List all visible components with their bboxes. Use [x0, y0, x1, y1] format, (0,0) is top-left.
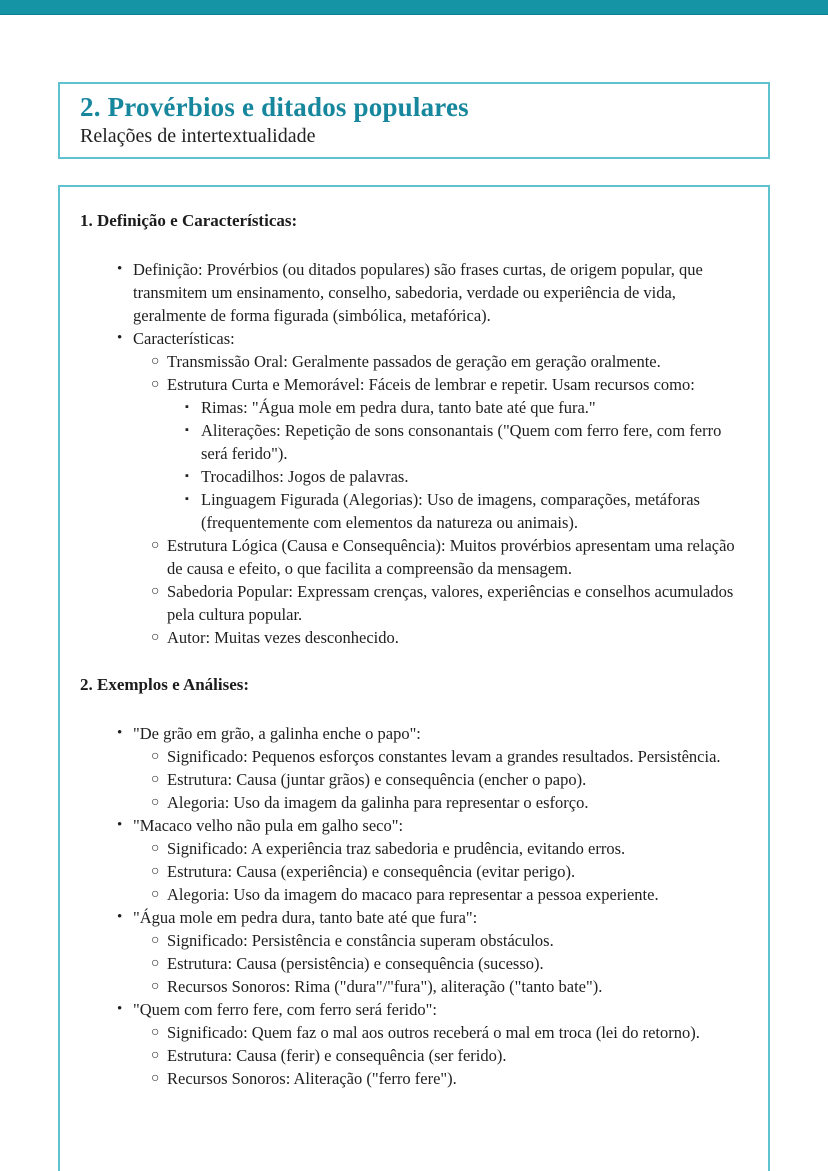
bullet-icon: ○: [151, 538, 160, 553]
bullet-icon: ○: [151, 1025, 160, 1040]
bullet-icon: ▪: [185, 424, 189, 436]
bullet-icon: ○: [151, 887, 160, 902]
list-item-text: Estrutura: Causa (experiência) e consequência (evitar perigo).: [167, 862, 576, 881]
bullet-icon: ○: [151, 979, 160, 994]
list-item-text: Estrutura Lógica (Causa e Consequência): Muitos provérbios apresentam uma relação de causa e efeito, o que facilita a compreensão da mensagem.: [167, 536, 735, 578]
list-item: [80, 580, 742, 626]
list-item-text: Recursos Sonoros: Aliteração ("ferro fere").: [167, 1069, 457, 1088]
list-item-text: Estrutura: Causa (ferir) e consequência (ser ferido).: [167, 1046, 507, 1065]
bullet-icon: ○: [151, 864, 160, 879]
list-item: [80, 837, 742, 860]
list-item-text: "Quem com ferro fere, com ferro será ferido":: [133, 1000, 437, 1019]
bullet-icon: ○: [151, 795, 160, 810]
bullet-icon: ○: [151, 1048, 160, 1063]
list-item-text: Linguagem Figurada (Alegorias): Uso de imagens, comparações, metáforas (frequentemente com elementos da natureza ou animais).: [201, 490, 700, 532]
bullet-icon: •: [117, 817, 123, 833]
list-item-text: Alegoria: Uso da imagem da galinha para representar o esforço.: [167, 793, 589, 812]
section-list-exemplos: [80, 722, 742, 1090]
bullet-icon: •: [117, 909, 123, 925]
list-item: [80, 768, 742, 791]
bullet-icon: ○: [151, 933, 160, 948]
list-item: [80, 350, 742, 373]
list-item-text: "Macaco velho não pula em galho seco":: [133, 816, 404, 835]
list-item: [80, 860, 742, 883]
list-item: [80, 975, 742, 998]
list-item-text: Alegoria: Uso da imagem do macaco para representar a pessoa experiente.: [167, 885, 659, 904]
bullet-icon: ○: [151, 584, 160, 599]
bullet-icon: ○: [151, 841, 160, 856]
list-item: [80, 722, 742, 745]
bullet-icon: ○: [151, 749, 160, 764]
top-accent-bar: [0, 0, 828, 15]
bullet-icon: ○: [151, 1071, 160, 1086]
list-item-text: Estrutura: Causa (persistência) e consequência (sucesso).: [167, 954, 544, 973]
bullet-icon: •: [117, 330, 123, 346]
bullet-icon: ○: [151, 630, 160, 645]
list-item-text: Trocadilhos: Jogos de palavras.: [201, 467, 409, 486]
list-item-text: Significado: A experiência traz sabedoria e prudência, evitando erros.: [167, 839, 626, 858]
bullet-icon: ○: [151, 956, 160, 971]
bullet-icon: •: [117, 261, 123, 277]
list-item: [80, 929, 742, 952]
list-item-text: Sabedoria Popular: Expressam crenças, valores, experiências e conselhos acumulados pela cultura popular.: [167, 582, 734, 624]
page-subtitle: Relações de intertextualidade: [80, 125, 316, 147]
list-item-text: Estrutura Curta e Memorável: Fáceis de lembrar e repetir. Usam recursos como:: [167, 375, 695, 394]
list-item-text: "Água mole em pedra dura, tanto bate até que fura":: [133, 908, 478, 927]
section-heading-definicao: 1. Definição e Características:: [80, 211, 298, 230]
bullet-icon: ▪: [185, 493, 189, 505]
bullet-icon: ○: [151, 354, 160, 369]
list-item: [80, 814, 742, 837]
list-item-text: Autor: Muitas vezes desconhecido.: [167, 628, 399, 647]
list-item-text: Significado: Pequenos esforços constantes levam a grandes resultados. Persistência.: [167, 747, 721, 766]
list-item: [80, 396, 742, 419]
list-item: [80, 419, 742, 465]
list-item: [80, 327, 742, 350]
list-item-text: Rimas: "Água mole em pedra dura, tanto bate até que fura.": [201, 398, 596, 417]
list-item-text: "De grão em grão, a galinha enche o papo":: [133, 724, 421, 743]
list-item: [80, 1044, 742, 1067]
section-list-definicao: [80, 258, 742, 649]
list-item: [80, 258, 742, 327]
list-item: [80, 906, 742, 929]
bullet-icon: •: [117, 1001, 123, 1017]
list-item: [80, 534, 742, 580]
list-item: [80, 1067, 742, 1090]
section-heading-exemplos: 2. Exemplos e Análises:: [80, 675, 250, 694]
bullet-icon: ▪: [185, 401, 189, 413]
list-item-text: Recursos Sonoros: Rima ("dura"/"fura"), aliteração ("tanto bate").: [167, 977, 603, 996]
bullet-icon: ▪: [185, 470, 189, 482]
list-item-text: Definição: Provérbios (ou ditados populares) são frases curtas, de origem popular, que transmitem um ensinamento, conselho, sabedoria, verdade ou experiência de vida, geralmente de forma figurada (simbólica, metafórica).: [133, 260, 703, 325]
list-item-text: Características:: [133, 329, 235, 348]
page-title: 2. Provérbios e ditados populares: [80, 92, 469, 122]
list-item: [80, 488, 742, 534]
list-item: [80, 1021, 742, 1044]
list-item-text: Transmissão Oral: Geralmente passados de geração em geração oralmente.: [167, 352, 661, 371]
list-item-text: Significado: Persistência e constância superam obstáculos.: [167, 931, 554, 950]
bullet-icon: ○: [151, 772, 160, 787]
list-item: [80, 952, 742, 975]
list-item-text: Significado: Quem faz o mal aos outros receberá o mal em troca (lei do retorno).: [167, 1023, 700, 1042]
list-item: [80, 745, 742, 768]
bullet-icon: ○: [151, 377, 160, 392]
list-item: [80, 626, 742, 649]
list-item: [80, 998, 742, 1021]
list-item: [80, 883, 742, 906]
list-item: [80, 465, 742, 488]
list-item: [80, 791, 742, 814]
list-item: [80, 373, 742, 396]
list-item-text: Estrutura: Causa (juntar grãos) e consequência (encher o papo).: [167, 770, 587, 789]
bullet-icon: •: [117, 725, 123, 741]
content-card: [58, 185, 770, 1171]
title-card: [58, 82, 770, 159]
list-item-text: Aliterações: Repetição de sons consonantais ("Quem com ferro fere, com ferro será ferido").: [201, 421, 722, 463]
